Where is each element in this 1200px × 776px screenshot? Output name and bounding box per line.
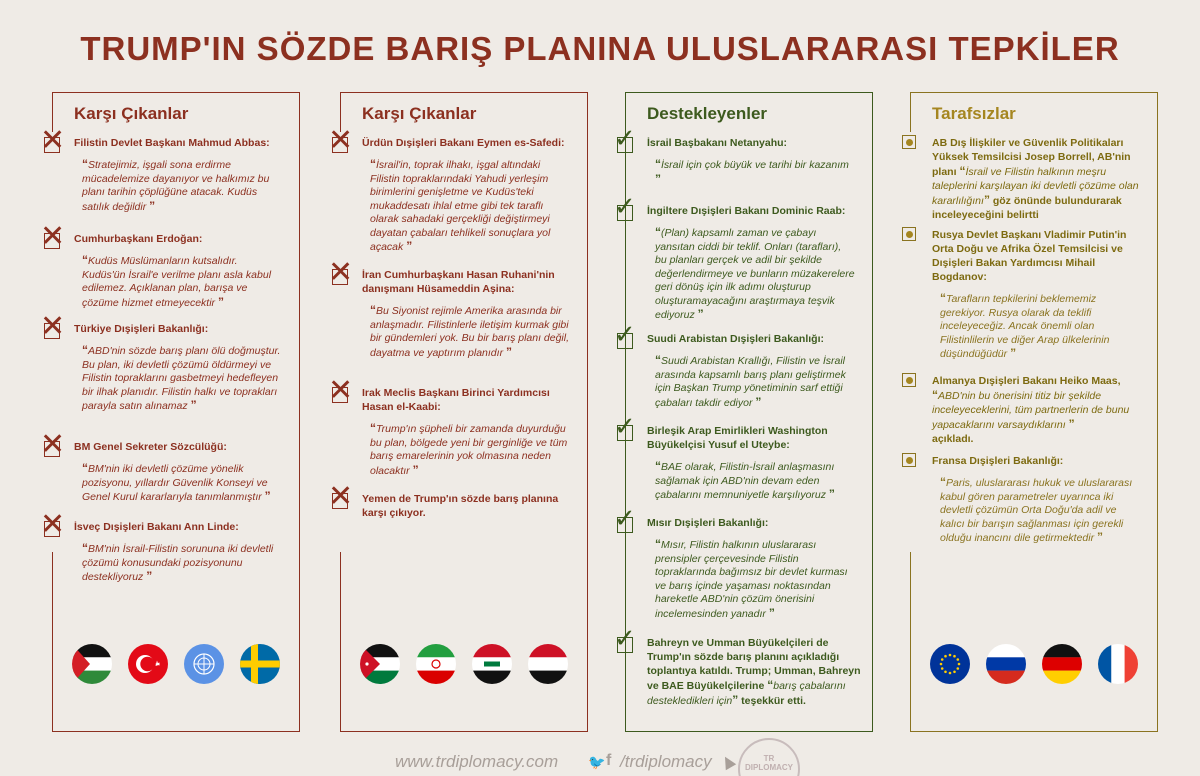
list-item bbox=[614, 504, 865, 621]
palestine-flag bbox=[72, 644, 112, 684]
list-item bbox=[40, 219, 292, 310]
un-flag bbox=[184, 644, 224, 684]
entry-head: AB Dış İlişkiler ve Güvenlik Politikaları Yüksek Temsilcisi Josep Borrell, AB'nin planı “İsrail ve Filistin halkının meşru taleplerini karşılayan iki devletli çözüme olan kararlılığını” göz önünde bulundurarak inceleyeceğini belirtti bbox=[932, 137, 1139, 221]
jordan-flag bbox=[360, 644, 400, 684]
entry-quote: “BM'nin İsrail-Filistin sorununa iki devletli çözümü konusundaki pozisyonunu destekliyoruz ” bbox=[82, 541, 274, 583]
check-icon: ✓ bbox=[614, 504, 636, 534]
column-title: Karşı Çıkanlar bbox=[362, 104, 477, 123]
flag-row bbox=[360, 644, 580, 684]
cross-icon: ✕ bbox=[40, 507, 66, 542]
column-title: Karşı Çıkanlar bbox=[74, 104, 189, 123]
bullet-icon bbox=[898, 450, 924, 476]
list-item bbox=[614, 412, 865, 503]
list-item bbox=[328, 373, 580, 478]
twitter-icon: 🐦 bbox=[588, 754, 606, 770]
footer-website[interactable]: www.trdiplomacy.com bbox=[395, 752, 559, 771]
entry-quote: “BAE olarak, Filistin-İsrail anlaşmasını sağlamak için ABD'nin devam eden çabalarını memnuniyetle karşılıyoruz ” bbox=[655, 459, 835, 501]
entry-quote: “İsrail'in, toprak ilhakı, işgal altındaki Filistin topraklarındaki Yahudi yerleşim birimlerini genişletme ve Kudüs'teki mukaddesatı ihlal etme gibi tek taraflı olarak sahadaki gerçekliği değiştirmeyi dayatan çabaları tehlikeli sonuçlara yol açacak ” bbox=[370, 157, 551, 253]
iraq-flag bbox=[472, 644, 512, 684]
entry-head: BM Genel Sekreter Sözcülüğü: bbox=[74, 441, 227, 453]
entry-head: Birleşik Arap Emirlikleri Washington Büyükelçisi Yusuf el Uteybe: bbox=[647, 425, 828, 451]
entry-head: Irak Meclis Başkanı Birinci Yardımcısı Hasan el-Kaabi: bbox=[362, 387, 550, 413]
entry-quote: “ABD'nin sözde barış planı ölü doğmuştur. Bu plan, iki devletli çözümü öldürmeyi ve Filistin topraklarını gasbetmeyi hedefleyen bir ilhak planıdır. Filistin halkı ve toprakları parayla satın alınamaz ” bbox=[82, 343, 281, 412]
entry-head: İngiltere Dışişleri Bakanı Dominic Raab: bbox=[647, 205, 846, 217]
facebook-icon: f bbox=[606, 752, 612, 769]
germany-flag bbox=[1042, 644, 1082, 684]
entry-head: Bahreyn ve Umman Büyükelçileri de Trump'ın sözde barış planını açıkladığı toplantıya katıldı. Trump; Umman, Bahreyn ve BAE Büyükelçilerine “barış çabalarını destekledikleri için” teşekkür etti. bbox=[647, 637, 861, 707]
entry-quote: “Suudi Arabistan Krallığı, Filistin ve İsrail arasında kapsamlı barış planı geliştirmek için Başkan Trump yönetiminin sarf ettiği çabaları takdir ediyor ” bbox=[655, 353, 846, 409]
entry-head: Suudi Arabistan Dışişleri Bakanlığı: bbox=[647, 333, 824, 345]
column-opposed-1 bbox=[40, 92, 300, 732]
list-item bbox=[40, 507, 292, 585]
cursor-icon bbox=[720, 754, 736, 770]
cross-icon: ✕ bbox=[328, 373, 354, 408]
entry-quote: “İsrail için çok büyük ve tarihi bir kazanım ” bbox=[655, 157, 849, 186]
entry-head: Filistin Devlet Başkanı Mahmud Abbas: bbox=[74, 137, 270, 149]
entry-quote: “(Plan) kapsamlı zaman ve çabayı yansıtan ciddi bir teklif. Onları (tarafları), bu planları gerçek ve adil bir şekilde değerlendirmeye ve bunların müzakerelere geri dönüş için ilk adımı oluşturup oluşturamayacağını araştırmaya teşvik ediyoruz ” bbox=[655, 225, 855, 321]
eu-flag bbox=[930, 644, 970, 684]
entry-quote: “Stratejimiz, işgali sona erdirme mücadelemize dayanıyor ve halkımız bu planı tarihin çöplüğüne atacak. Kudüs satılık değildir ” bbox=[82, 157, 270, 213]
list-item bbox=[40, 123, 292, 214]
cross-icon: ✕ bbox=[40, 123, 66, 158]
list-item bbox=[614, 320, 865, 410]
list-item bbox=[328, 479, 580, 520]
page-title: TRUMP'IN SÖZDE BARIŞ PLANINA ULUSLARARASI TEPKİLER bbox=[80, 30, 1120, 67]
cross-icon: ✕ bbox=[328, 255, 354, 290]
entry-quote: “BM'nin iki devletli çözüme yönelik pozisyonu, yıllardır Güvenlik Konseyi ve Genel Kurul kararlarıyla tanımlanmıştır ” bbox=[82, 461, 271, 503]
entry-head: Mısır Dışişleri Bakanlığı: bbox=[647, 517, 769, 529]
footer-social[interactable]: /trdiplomacy bbox=[620, 752, 712, 771]
cross-icon: ✕ bbox=[328, 479, 354, 514]
iran-flag bbox=[416, 644, 456, 684]
entry-head: İsveç Dışişleri Bakanı Ann Linde: bbox=[74, 521, 239, 533]
entry-quote: “Tarafların tepkilerini beklememiz gerekiyor. Rusya olarak da teklifi inceleyeceğiz. Ancak önemli olan Filistinlilerin ve diğer Arap ülkelerinin düşündüğüdür ” bbox=[940, 291, 1110, 360]
entry-quote: “Paris, uluslararası hukuk ve uluslararası kabul gören parametreler uyarınca iki devletli çözümün Orta Doğu'da adil ve kalıcı bir barışın sağlanması için gerekli olduğu inancını dile getirmektedir ” bbox=[940, 475, 1133, 544]
list-item bbox=[932, 228, 1150, 362]
list-item bbox=[614, 192, 865, 323]
cross-icon: ✕ bbox=[328, 123, 354, 158]
entry-head: Ürdün Dışişleri Bakanı Eymen es-Safedi: bbox=[362, 137, 565, 149]
entry-head: Yemen de Trump'ın sözde barış planına karşı çıkıyor. bbox=[362, 493, 559, 519]
entry-head: Almanya Dışişleri Bakanı Heiko Maas, “ABD'nin bu önerisini titiz bir şekilde inceleyeceklerini, tüm partnerlerin de bunu yapacaklarını varsaydıklarını ” açıkladı. bbox=[932, 375, 1130, 445]
bullet-icon bbox=[898, 224, 924, 250]
france-flag bbox=[1098, 644, 1138, 684]
column-opposed-2 bbox=[328, 92, 588, 732]
entry-quote: “Trump'ın şüpheli bir zamanda duyurduğu bu plan, bölgede yeni bir gerginliğe ve tüm barış emarelerinin yok olmasına neden olacaktır ” bbox=[370, 421, 568, 477]
turkey-flag bbox=[128, 644, 168, 684]
list-item bbox=[932, 454, 1150, 546]
list-item bbox=[614, 124, 865, 187]
entry-quote: “Bu Siyonist rejimle Amerika arasında bir anlaşmadır. Filistinlerle iletişim kurmak gibi bir gündemleri yok. Bu bir barış planı değil, dayatma ve yaptırım planıdır ” bbox=[370, 303, 570, 359]
yemen-flag bbox=[528, 644, 568, 684]
column-title: Destekleyenler bbox=[647, 104, 768, 123]
list-item bbox=[932, 136, 1150, 222]
russia-flag bbox=[986, 644, 1026, 684]
list-item bbox=[328, 123, 580, 255]
entry-head: Cumhurbaşkanı Erdoğan: bbox=[74, 233, 203, 245]
entry-head: Rusya Devlet Başkanı Vladimir Putin'in Orta Doğu ve Afrika Özel Temsilcisi ve Dışişleri Bakan Yardımcısı Mihail Bogdanov: bbox=[932, 229, 1127, 283]
entry-head: İran Cumhurbaşkanı Hasan Ruhani'nin danışmanı Hüsameddin Aşina: bbox=[362, 269, 555, 295]
bullet-icon bbox=[898, 132, 924, 158]
entry-head: İsrail Başbakanı Netanyahu: bbox=[647, 137, 788, 149]
check-icon: ✓ bbox=[614, 624, 636, 654]
cross-icon: ✕ bbox=[40, 219, 66, 254]
seal-logo: TR DIPLOMACY bbox=[738, 738, 800, 776]
cross-icon: ✕ bbox=[40, 309, 66, 344]
list-item bbox=[40, 309, 292, 414]
check-icon: ✓ bbox=[614, 412, 636, 442]
list-item bbox=[614, 624, 865, 708]
entry-head: Türkiye Dışişleri Bakanlığı: bbox=[74, 323, 209, 335]
cross-icon: ✕ bbox=[40, 427, 66, 462]
entry-quote: “Kudüs Müslümanların kutsalıdır. Kudüs'ün İsrail'e verilme planı asla kabul edilemez. Açıklanan plan, barışa ve çözüme hizmet etmeyecektir ” bbox=[82, 253, 272, 309]
bullet-icon bbox=[898, 370, 924, 396]
entry-head: Fransa Dışişleri Bakanlığı: bbox=[932, 455, 1064, 467]
flag-row bbox=[930, 644, 1150, 684]
column-neutral bbox=[910, 92, 1158, 732]
check-icon: ✓ bbox=[614, 192, 636, 222]
flag-row bbox=[72, 644, 292, 684]
sweden-flag bbox=[240, 644, 280, 684]
entry-quote: “Mısır, Filistin halkının uluslararası prensipler çerçevesinde Filistin topraklarında bağımsız bir devlet kurması ve barış içinde yaşaması noktasından hareketle ABD'nin çözüm önerisini incelemesinden yanadır ” bbox=[655, 537, 848, 620]
column-title: Tarafsızlar bbox=[932, 104, 1016, 123]
check-icon: ✓ bbox=[614, 320, 636, 350]
check-icon: ✓ bbox=[614, 124, 636, 154]
list-item bbox=[40, 427, 292, 505]
list-item bbox=[932, 374, 1150, 446]
column-support bbox=[614, 92, 873, 732]
list-item bbox=[328, 255, 580, 360]
